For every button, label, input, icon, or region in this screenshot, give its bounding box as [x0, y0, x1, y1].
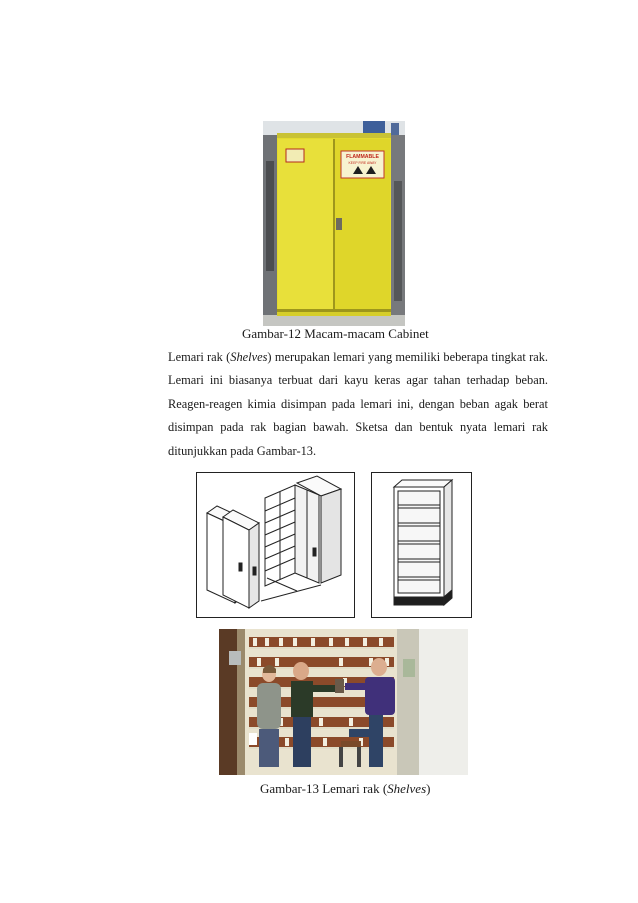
keep-fire-away-label: KEEP FIRE AWAY: [348, 161, 377, 165]
tall-shelf-sketch: [371, 472, 472, 618]
mobile-shelving-sketch: [196, 472, 355, 618]
shelves-term: Shelves: [230, 350, 268, 364]
flammable-cabinet-photo: [263, 121, 405, 326]
flammable-label: FLAMMABLE: [346, 154, 379, 160]
paragraph-part2: ) merupakan lemari yang memiliki beberapa tingkat rak. Lemari ini biasanya terbuat dari kayu keras agar tahan terhadap beban. Reagen-reagen kimia disimpan pada lemari ini, dengan beban agak berat disimpan pada rak bagian bawah. Sketsa dan bentuk nyata lemari rak ditunjukkan pada Gambar-13.: [168, 350, 548, 458]
body-paragraph: [168, 346, 548, 463]
paragraph-part1: Lemari rak (: [168, 350, 231, 364]
lab-shelves-photo: [219, 629, 468, 775]
figure-13-caption-suffix: ): [426, 781, 431, 796]
figure-12-caption: Gambar-12 Macam-macam Cabinet: [242, 326, 429, 341]
figure-13-caption-term: Shelves: [387, 781, 427, 796]
figure-13-caption: [260, 781, 430, 797]
figure-13-caption-prefix: Gambar-13 Lemari rak (: [260, 781, 388, 796]
